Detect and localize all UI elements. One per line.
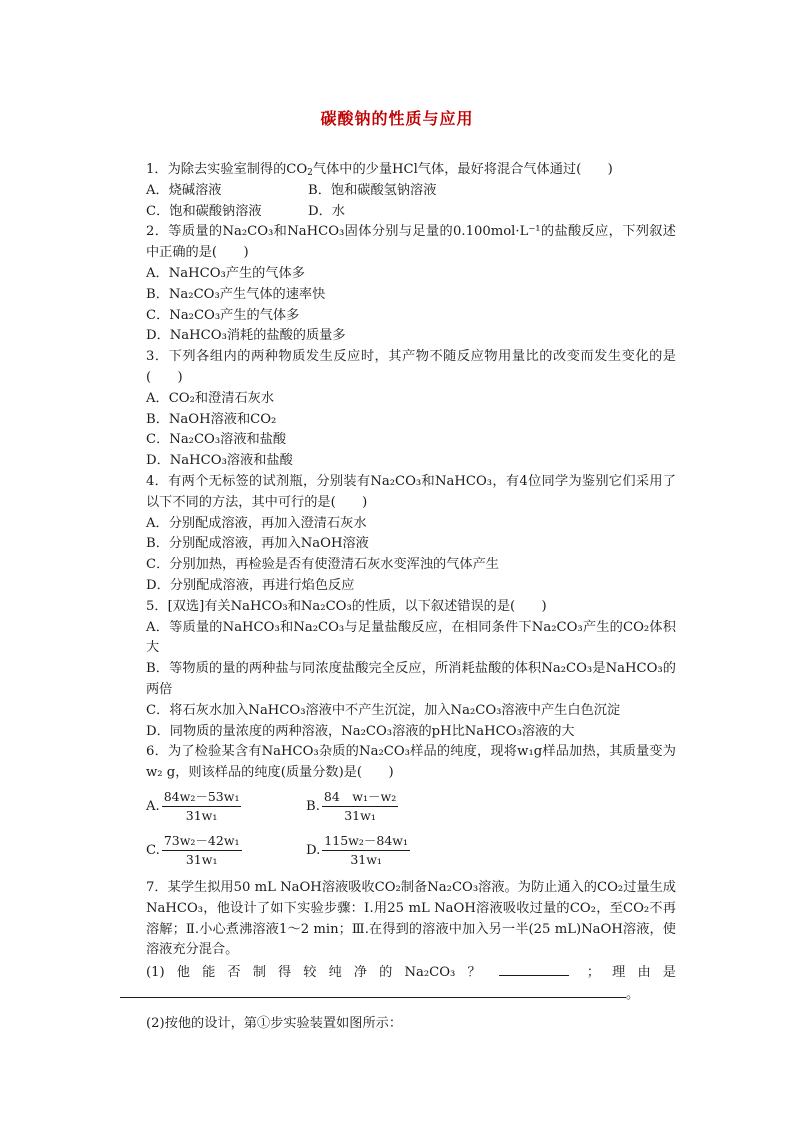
- question-2-stem: 2．等质量的Na₂CO₃和NaHCO₃固体分别与足量的0.100mol·L⁻¹的盐酸反应，下列叙述中正确的是( ): [146, 224, 676, 261]
- option-a: A．NaHCO₃产生的气体多: [146, 265, 305, 281]
- option-b: B. $\frac{\text{84 w₁－w₂}}{\text{31w₁}}$: [306, 789, 397, 824]
- question-1-stem: 1．为除去实验室制得的$CO_2$气体中的少量HCl气体，最好将混合气体通过( ): [146, 162, 613, 178]
- question-4-stem: 4．有两个无标签的试剂瓶，分别装有Na₂CO₃和NaHCO₃，有4位同学为鉴别它们采用了以下不同的方法，其中可行的是( ): [146, 473, 676, 510]
- option-b: B．分别配成溶液，再加入NaOH溶液: [146, 536, 369, 552]
- question-1-options-ab: [120, 181, 676, 202]
- question-1-options-cd: [120, 202, 676, 223]
- option-d: D．水: [308, 203, 345, 219]
- question-3-stem: 3．下列各组内的两种物质发生反应时，其产物不随反应物用量比的改变而发生变化的是( ): [146, 349, 676, 385]
- answer-blank-long[interactable]: [120, 985, 626, 998]
- option-d: D．分别配成溶液，再进行焰色反应: [146, 577, 355, 593]
- option-d: D．NaHCO₃溶液和盐酸: [146, 453, 293, 469]
- question-6-options-ab: [120, 786, 676, 828]
- option-d: D．同物质的量浓度的两种溶液，Na₂CO₃溶液的pH比NaHCO₃溶液的大: [146, 723, 575, 739]
- option-c: C．饱和碳酸钠溶液: [146, 203, 262, 219]
- option-b: B．NaOH溶液和CO₂: [146, 411, 277, 427]
- question-6-options-cd: [120, 830, 676, 872]
- option-c: C. $\frac{\text{73w₂－42w₁}}{\text{31w₁}}$: [146, 833, 240, 868]
- question-7-part-1: (1) 他 能 否 制 得 较 纯 净 的 Na₂CO₃ ？ ； 理 由 是: [146, 965, 676, 981]
- option-a: A．烧碱溶液: [146, 182, 222, 198]
- question-5-stem: 5．[双选]有关NaHCO₃和Na₂CO₃的性质，以下叙述错误的是( ): [146, 598, 547, 614]
- question-7-reason-line: 。: [120, 985, 676, 1006]
- option-a: A．CO₂和澄清石灰水: [146, 390, 275, 406]
- question-6-stem: 6．为了检验某含有NaHCO₃杂质的Na₂CO₃样品的纯度，现将w₁g样品加热，其质量变为w₂ g，则该样品的纯度(质量分数)是( ): [146, 744, 676, 781]
- option-c: C．分别加热，再检验是否有使澄清石灰水变浑浊的气体产生: [146, 557, 499, 573]
- option-a: A．分别配成溶液，再加入澄清石灰水: [146, 515, 367, 531]
- page-title: 碳酸钠的性质与应用: [320, 109, 474, 128]
- answer-blank[interactable]: [499, 963, 569, 976]
- option-a: A．等质量的NaHCO₃和Na₂CO₃与足量盐酸反应，在相同条件下Na₂CO₃产生的CO₂体积大: [146, 619, 676, 656]
- option-b: B．饱和碳酸氢钠溶液: [308, 182, 437, 198]
- fraction: $\frac{\text{73w₂－42w₁}}{\text{31w₁}}$: [163, 833, 240, 868]
- option-b: B．等物质的量的两种盐与同浓度盐酸完全反应，所消耗盐酸的体积Na₂CO₃是NaHCO₃的两倍: [146, 661, 676, 697]
- question-list: [120, 160, 676, 1035]
- option-d: D. $\frac{\text{115w₂－84w₁}}{\text{31w₁}}$: [306, 833, 408, 868]
- question-7-stem: 7．某学生拟用50 mL NaOH溶液吸收CO₂制备Na₂CO₃溶液。为防止通入的CO₂过量生成NaHCO₃，他设计了如下实验步骤：Ⅰ.用25 mL NaOH溶液吸收过量的CO₂，至CO₂不再溶解；Ⅱ.小心煮沸溶液1～2 min；Ⅲ.在得到的溶液中加入另一半(25 mL)NaOH溶液，使溶液充分混合。: [146, 879, 676, 958]
- fraction: $\frac{\text{115w₂－84w₁}}{\text{31w₁}}$: [324, 833, 408, 868]
- question-7-part-2: (2)按他的设计，第①步实验装置如图所示：: [146, 1015, 403, 1031]
- option-d: D．NaHCO₃消耗的盐酸的质量多: [146, 328, 346, 344]
- option-b: B．Na₂CO₃产生气体的速率快: [146, 286, 326, 302]
- option-a: A. $\frac{\text{84w₂－53w₁}}{\text{31w₁}}$: [146, 789, 240, 824]
- option-c: C．Na₂CO₃产生的气体多: [146, 307, 300, 323]
- fraction: $\frac{\text{84w₂－53w₁}}{\text{31w₁}}$: [163, 789, 240, 824]
- option-c: C．Na₂CO₃溶液和盐酸: [146, 432, 287, 448]
- option-c: C．将石灰水加入NaHCO₃溶液中不产生沉淀，加入Na₂CO₃溶液中产生白色沉淀: [146, 702, 621, 718]
- fraction: $\frac{\text{84 w₁－w₂}}{\text{31w₁}}$: [323, 789, 397, 824]
